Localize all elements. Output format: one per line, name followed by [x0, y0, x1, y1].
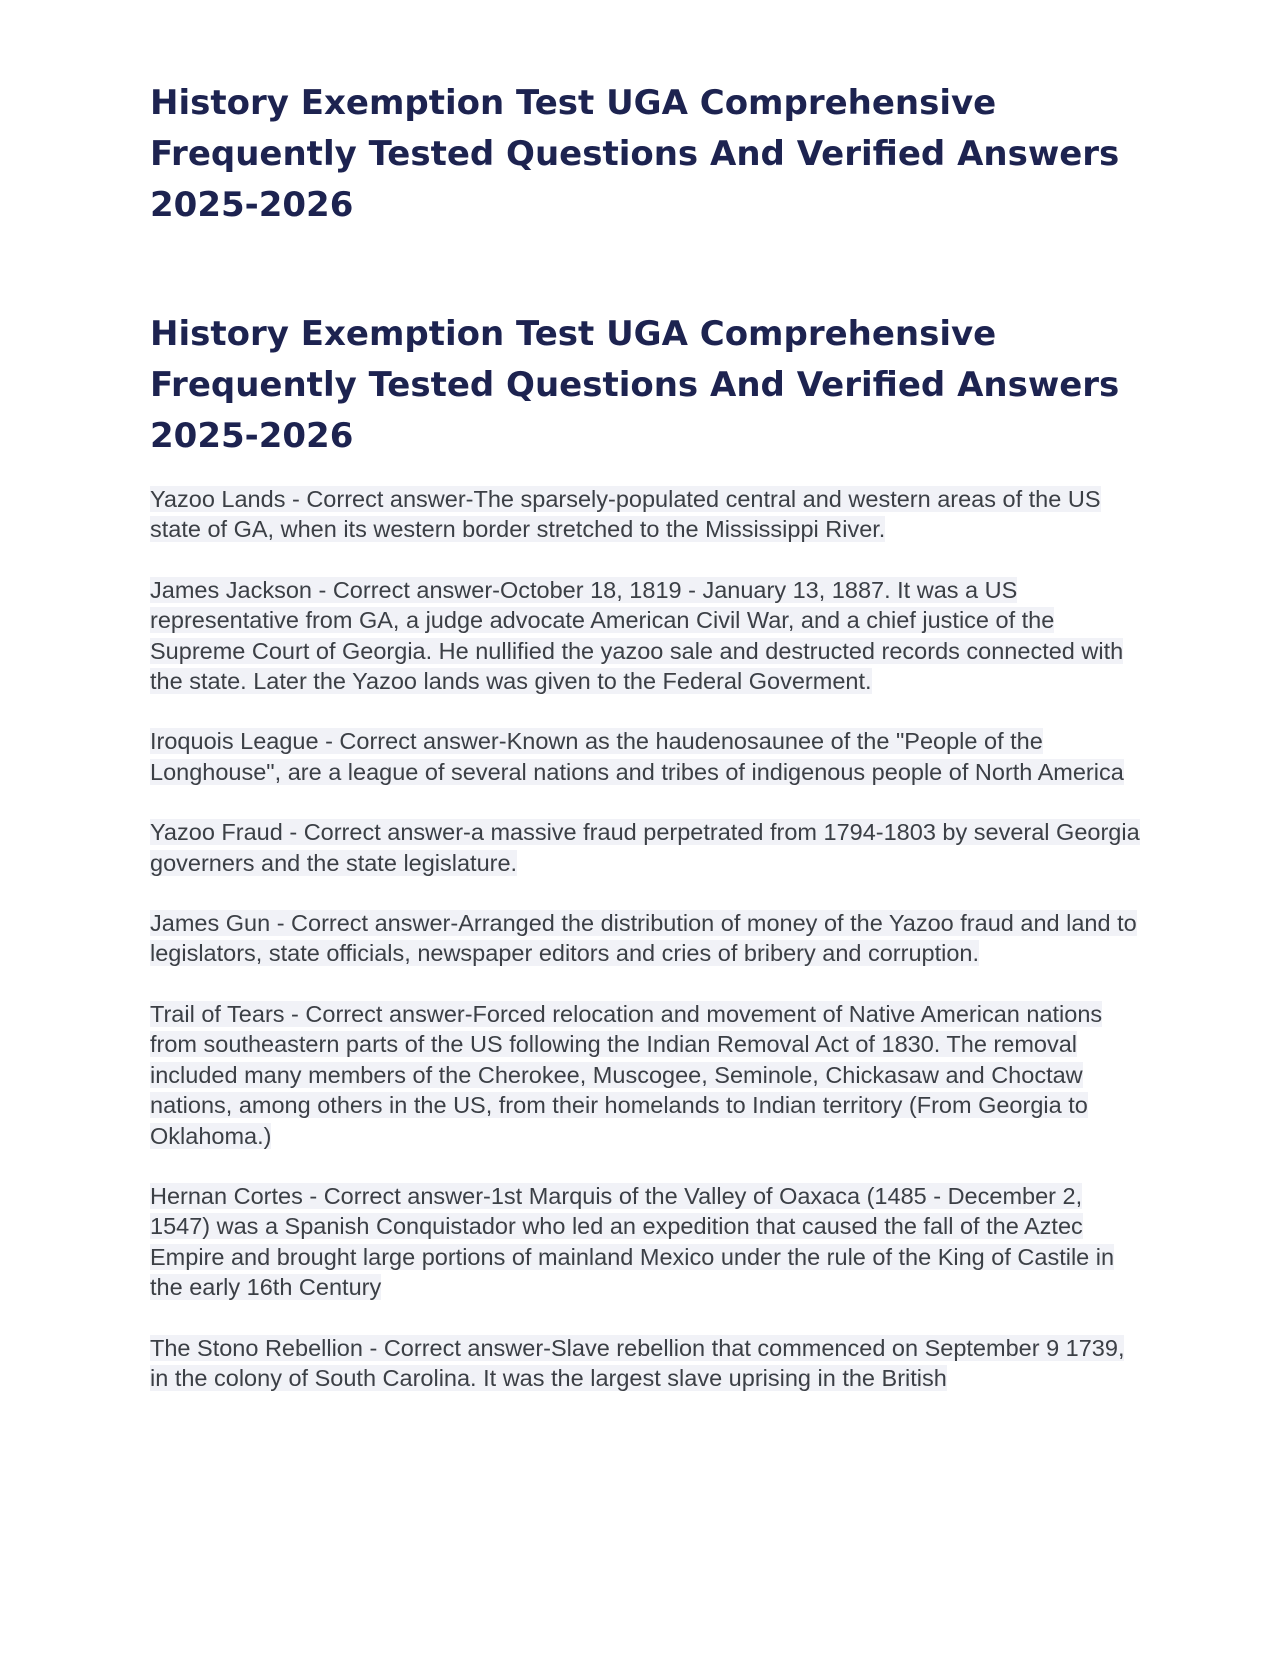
qa-entry-yazoo-lands — [150, 484, 1140, 545]
qa-entry-stono-rebellion — [150, 1333, 1140, 1394]
qa-entry-text: James Gun - Correct answer-Arranged the distribution of money of the Yazoo fraud and land to legislators, state officials, newspaper editors and cries of bribery and corruption. — [150, 910, 1137, 967]
document-content — [150, 78, 1140, 1423]
qa-entry-trail-of-tears — [150, 999, 1140, 1151]
qa-entry-text: The Stono Rebellion - Correct answer-Slave rebellion that commenced on September 9 1739, in the colony of South Carolina. It was the largest slave uprising in the British — [150, 1334, 1125, 1391]
qa-entry-text: Trail of Tears - Correct answer-Forced relocation and movement of Native American nations from southeastern parts of the US following the Indian Removal Act of 1830. The removal included many members of the Cherokee, Muscogee, Seminole, Chickasaw and Choctaw nations, among others in the US, from their homelands to Indian territory (From Georgia to Oklahoma.) — [150, 1000, 1103, 1149]
qa-entry-james-gun — [150, 908, 1140, 969]
qa-entry-hernan-cortes — [150, 1181, 1140, 1303]
qa-entry-text: Yazoo Lands - Correct answer-The sparsely-populated central and western areas of the US state of GA, when its western border stretched to the Mississippi River. — [150, 486, 1101, 543]
qa-entry-text: James Jackson - Correct answer-October 18, 1819 - January 13, 1887. It was a US representative from GA, a judge advocate American Civil War, and a chief justice of the Supreme Court of Georgia. He nullified the yazoo sale and destructed records connected with the state. Later the Yazoo lands was given to the Federal Goverment. — [150, 576, 1124, 695]
qa-entry-james-jackson — [150, 575, 1140, 697]
qa-entry-text: Hernan Cortes - Correct answer-1st Marquis of the Valley of Oaxaca (1485 - December 2, 1547) was a Spanish Conquistador who led an expedition that caused the fall of the Aztec Empire and brought large portions of mainland Mexico under the rule of the King of Castile in the early 16th Century — [150, 1182, 1115, 1301]
document-title-repeat: History Exemption Test UGA Comprehensive Frequently Tested Questions And Verified Answers 2025-2026 — [150, 314, 1120, 456]
qa-entry-iroquois-league — [150, 726, 1140, 787]
qa-entry-text: Iroquois League - Correct answer-Known as the haudenosaunee of the "People of the Longhouse", are a league of several nations and tribes of indigenous people of North America — [150, 728, 1124, 785]
document-title: History Exemption Test UGA Comprehensive Frequently Tested Questions And Verified Answers 2025-2026 — [150, 83, 1120, 225]
qa-entry-yazoo-fraud — [150, 817, 1140, 878]
qa-entry-text: Yazoo Fraud - Correct answer-a massive fraud perpetrated from 1794-1803 by several Georgia governers and the state legislature. — [150, 819, 1140, 876]
